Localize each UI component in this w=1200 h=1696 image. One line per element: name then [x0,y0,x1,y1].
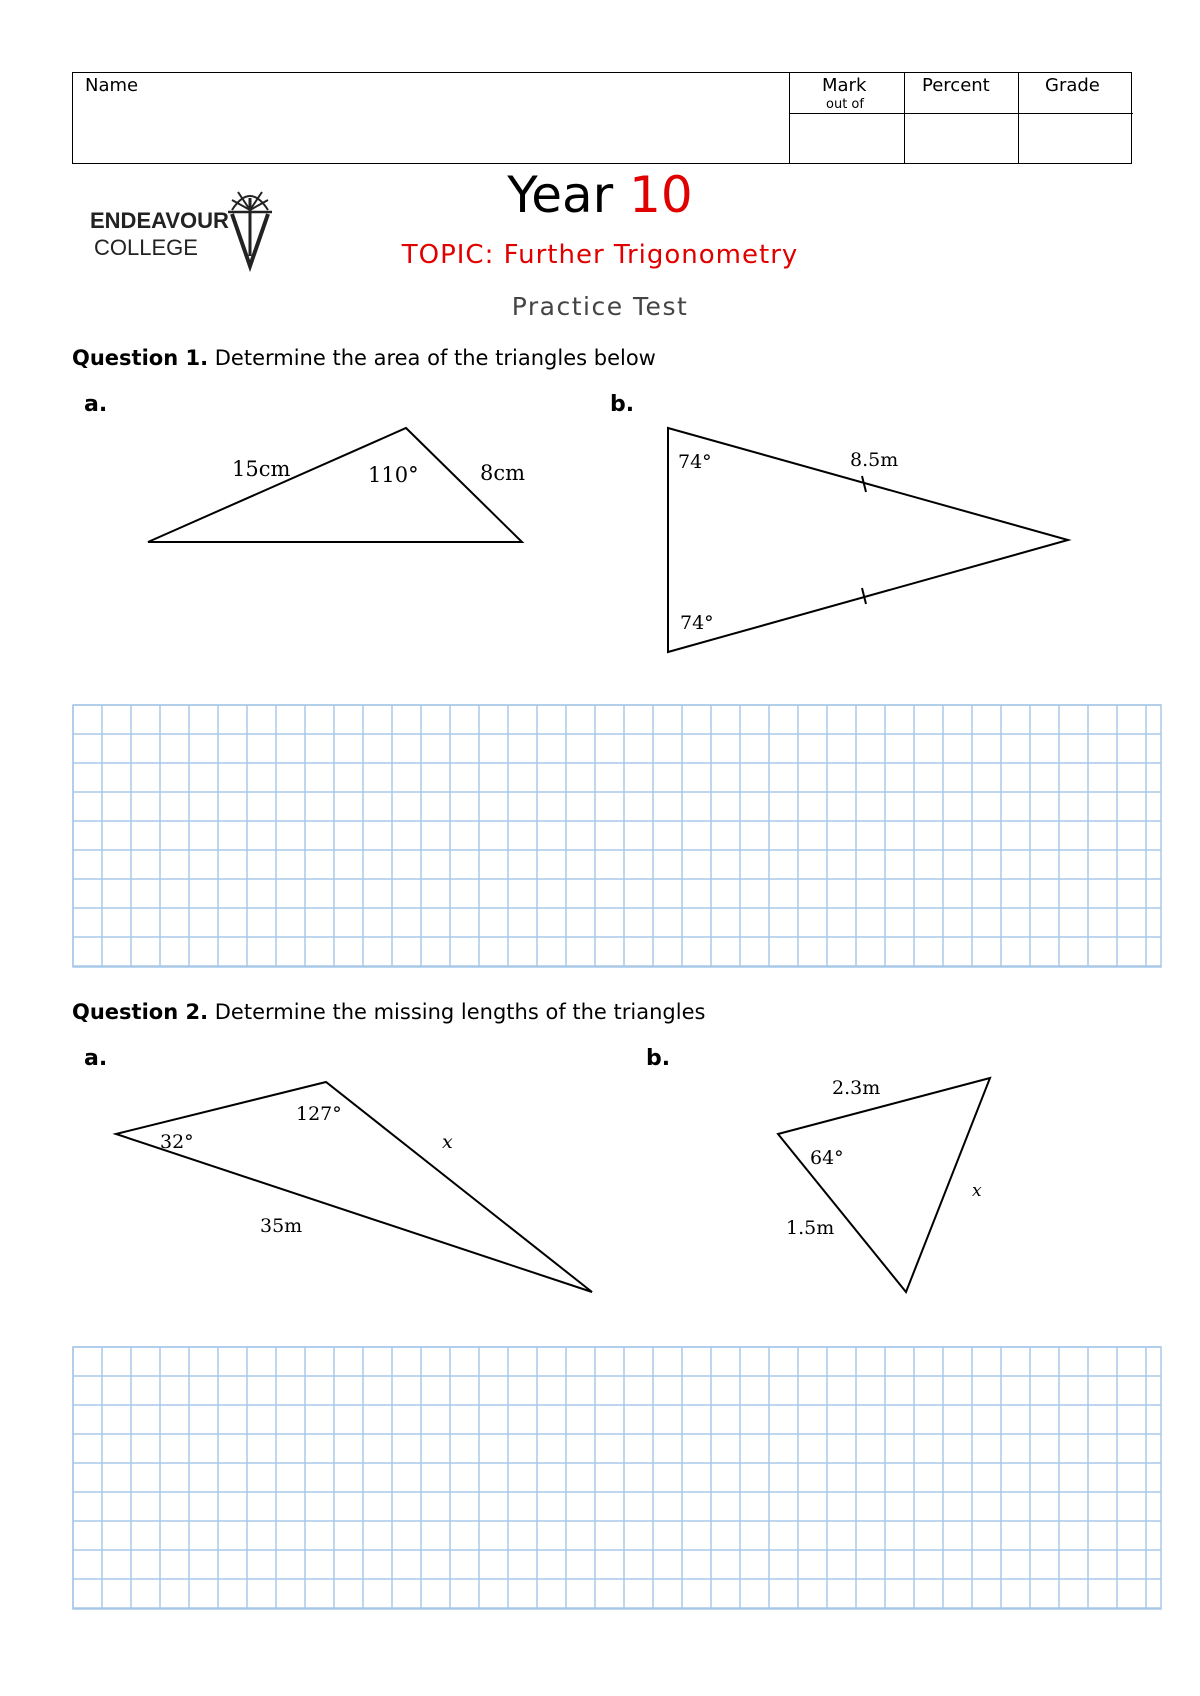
subtitle: Practice Test [511,292,689,321]
title-number: 10 [629,166,693,224]
q2b-side-x: x [972,1181,982,1201]
q2b-side-top: 2.3m [832,1077,881,1099]
q1a-side1: 15cm [232,457,291,481]
working-grid-2[interactable] [72,1346,1162,1610]
percent-field[interactable] [909,121,1013,159]
logo-line1: ENDEAVOUR [90,208,229,233]
working-grid-1[interactable] [72,704,1162,968]
q2a-side-base: 35m [260,1215,303,1237]
name-label: Name [85,75,139,96]
q1-triangle-a [140,420,540,550]
question-2-label: Question 2. [72,1000,209,1024]
q1b-angle-top: 74° [678,451,712,473]
q2a-side-x: x [442,1131,453,1153]
grade-label: Grade [1045,75,1100,96]
percent-label: Percent [922,75,990,96]
q2-part-a-label: a. [84,1046,108,1071]
q2b-side-left: 1.5m [786,1217,835,1239]
q1b-angle-bottom: 74° [680,612,714,634]
q2b-angle: 64° [810,1147,844,1169]
mark-sub-label: out of [826,97,864,112]
topic-heading: TOPIC: Further Trigonometry [401,240,799,270]
q2a-angle-top: 127° [296,1103,342,1125]
q2-part-b-label: b. [646,1046,671,1071]
q2b-triangle-shape [778,1078,990,1292]
q1a-angle: 110° [368,463,419,487]
q1-triangle-b [660,420,1080,660]
title-prefix: Year [507,166,614,224]
q2-triangle-b [770,1070,1010,1300]
q1-part-b-label: b. [610,392,635,417]
name-field[interactable] [85,121,775,159]
question-1-label: Question 1. [72,346,209,370]
q2a-triangle-shape [116,1082,592,1292]
mark-field[interactable] [795,121,899,159]
q1b-side: 8.5m [850,449,899,471]
question-1 [72,346,656,370]
q2a-angle-left: 32° [160,1131,194,1153]
grade-field[interactable] [1023,121,1127,159]
header-table [72,72,1132,164]
q1a-side2: 8cm [480,461,526,485]
q1-part-a-label: a. [84,392,108,417]
mark-label: Mark [822,75,867,96]
question-1-text: Determine the area of the triangles below [214,346,656,370]
logo-line2: COLLEGE [94,235,198,260]
q1a-triangle-shape [148,428,522,542]
q2-triangle-a [108,1070,608,1300]
question-2-text: Determine the missing lengths of the triangles [214,1000,706,1024]
page-title [0,166,1200,224]
question-2 [72,1000,705,1024]
